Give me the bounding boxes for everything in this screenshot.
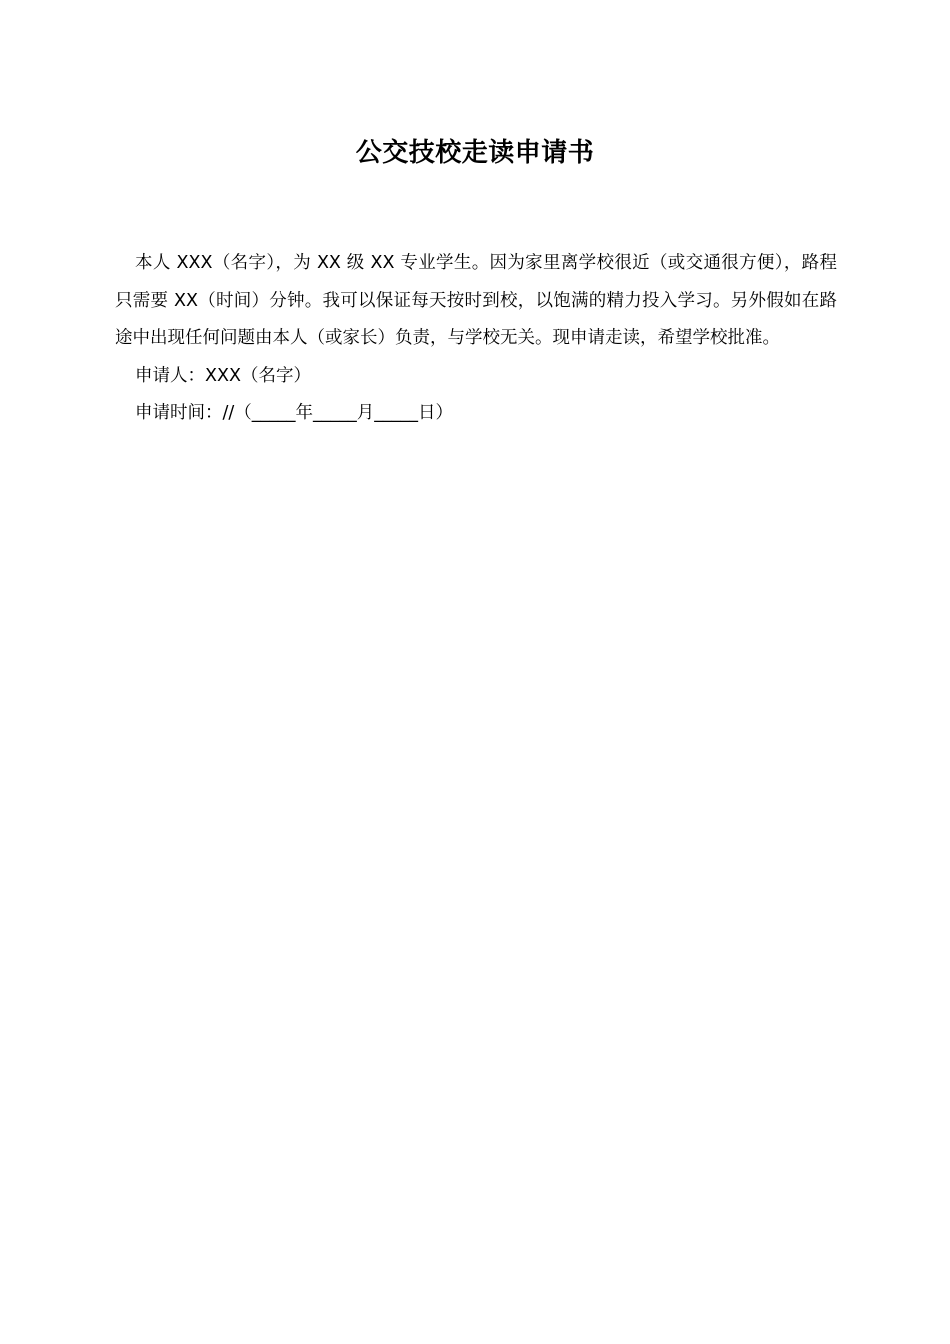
document-title: 公交技校走读申请书 [355,138,595,168]
application-paragraph: 本人 XXX（名字），为 XX 级 XX 专业学生。因为家里离学校很近（或交通很方便），路程只需要 XX（时间）分钟。我可以保证每天按时到校，以饱满的精力投入学习。另外假如在路途中出现任何问题由本人（或家长）负责，与学校无关。现申请走读，希望学校批准。 [115,253,837,348]
applicant-line: 申请人：XXX（名字） [135,365,311,386]
date-line: 申请时间：//（_____年_____月_____日） [135,403,454,423]
document-body [115,245,837,433]
